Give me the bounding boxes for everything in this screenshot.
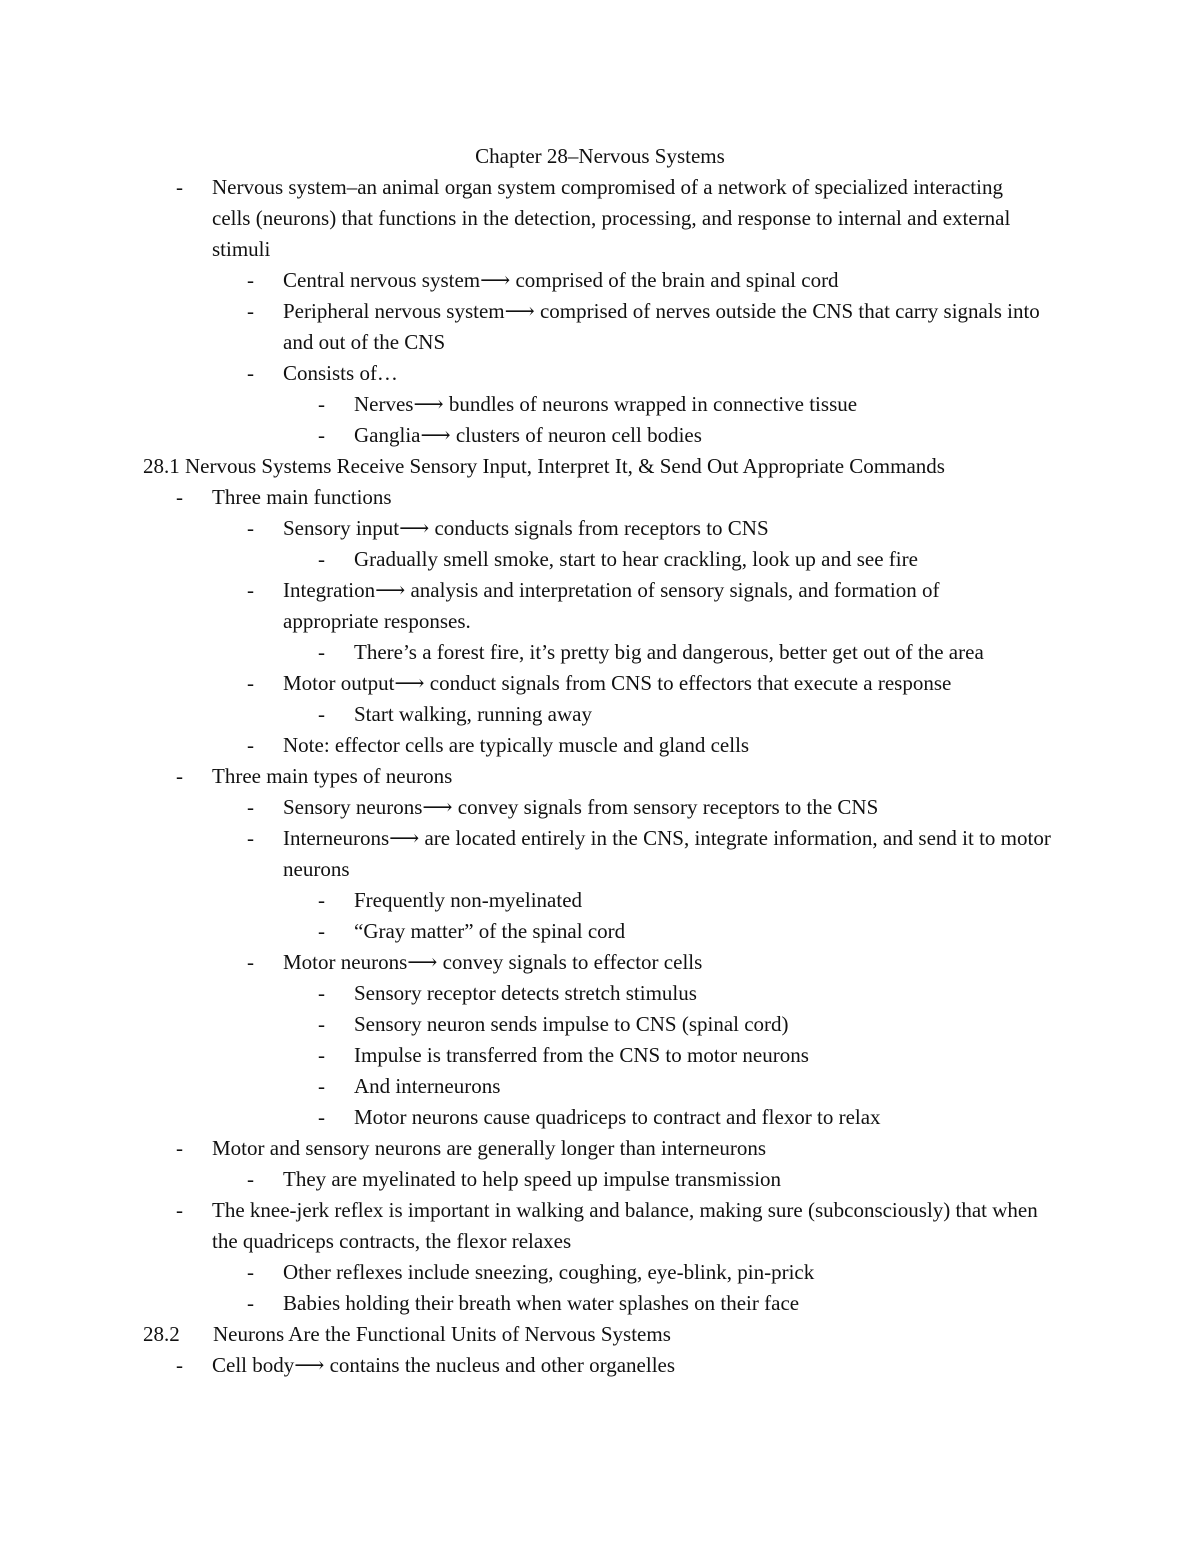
section-title: Neurons Are the Functional Units of Nervous Systems xyxy=(213,1322,671,1346)
bullet-item: - Sensory neurons⟶ convey signals from sensory receptors to the CNS xyxy=(247,795,879,819)
bullet-item: - Three main functions xyxy=(176,485,392,509)
bullet-item: - Other reflexes include sneezing, coughing, eye-blink, pin-prick xyxy=(247,1260,815,1284)
bullet-item: - Sensory input⟶ conducts signals from receptors to CNS xyxy=(247,516,769,540)
bullet-item: - The knee-jerk reflex is important in walking and balance, making sure (subconsciously) that when the quadriceps contracts, the flexor relaxes xyxy=(176,1198,1038,1253)
bullet-item: - Ganglia⟶ clusters of neuron cell bodies xyxy=(318,423,702,447)
bullet-item: - Nerves⟶ bundles of neurons wrapped in connective tissue xyxy=(318,392,858,416)
bullet-item: - Interneurons⟶ are located entirely in the CNS, integrate information, and send it to motor neurons xyxy=(247,826,1051,881)
bullet-item: - Three main types of neurons xyxy=(176,764,453,788)
bullet-item: - Frequently non-myelinated xyxy=(318,888,583,912)
bullet-item: - Peripheral nervous system⟶ comprised of nerves outside the CNS that carry signals into and out of the CNS xyxy=(247,299,1040,354)
bullet-item: - Nervous system–an animal organ system compromised of a network of specialized interacting cells (neurons) that functions in the detection, processing, and response to internal and external stimuli xyxy=(176,175,1011,261)
bullet-item: - Central nervous system⟶ comprised of the brain and spinal cord xyxy=(247,268,839,292)
bullet-item: - They are myelinated to help speed up impulse transmission xyxy=(247,1167,782,1191)
bullet-item: - “Gray matter” of the spinal cord xyxy=(318,919,626,943)
section-heading-28-2 xyxy=(143,1319,671,1350)
section-heading-28-1: 28.1 Nervous Systems Receive Sensory Input, Interpret It, & Send Out Appropriate Commands xyxy=(143,454,945,478)
bullet-item: - Motor output⟶ conduct signals from CNS to effectors that execute a response xyxy=(247,671,952,695)
page-title: Chapter 28–Nervous Systems xyxy=(475,144,725,168)
section-number: 28.2 xyxy=(143,1322,180,1346)
bullet-item: - Motor and sensory neurons are generally longer than interneurons xyxy=(176,1136,766,1160)
bullet-item: - Sensory receptor detects stretch stimulus xyxy=(318,981,697,1005)
bullet-item: - Impulse is transferred from the CNS to motor neurons xyxy=(318,1043,809,1067)
bullet-item: - Cell body⟶ contains the nucleus and other organelles xyxy=(176,1353,676,1377)
bullet-item: - Start walking, running away xyxy=(318,702,592,726)
bullet-item: - Motor neurons cause quadriceps to contract and flexor to relax xyxy=(318,1105,881,1129)
bullet-item: - Motor neurons⟶ convey signals to effector cells xyxy=(247,950,703,974)
bullet-item: - Sensory neuron sends impulse to CNS (spinal cord) xyxy=(318,1012,789,1036)
bullet-item: - Consists of… xyxy=(247,361,398,385)
bullet-item: - Note: effector cells are typically muscle and gland cells xyxy=(247,733,750,757)
bullet-item: - Gradually smell smoke, start to hear crackling, look up and see fire xyxy=(318,547,918,571)
bullet-item: - There’s a forest fire, it’s pretty big and dangerous, better get out of the area xyxy=(318,640,984,664)
bullet-item: - Integration⟶ analysis and interpretation of sensory signals, and formation of appropriate responses. xyxy=(247,578,940,633)
bullet-item: - And interneurons xyxy=(318,1074,501,1098)
bullet-item: - Babies holding their breath when water splashes on their face xyxy=(247,1291,800,1315)
